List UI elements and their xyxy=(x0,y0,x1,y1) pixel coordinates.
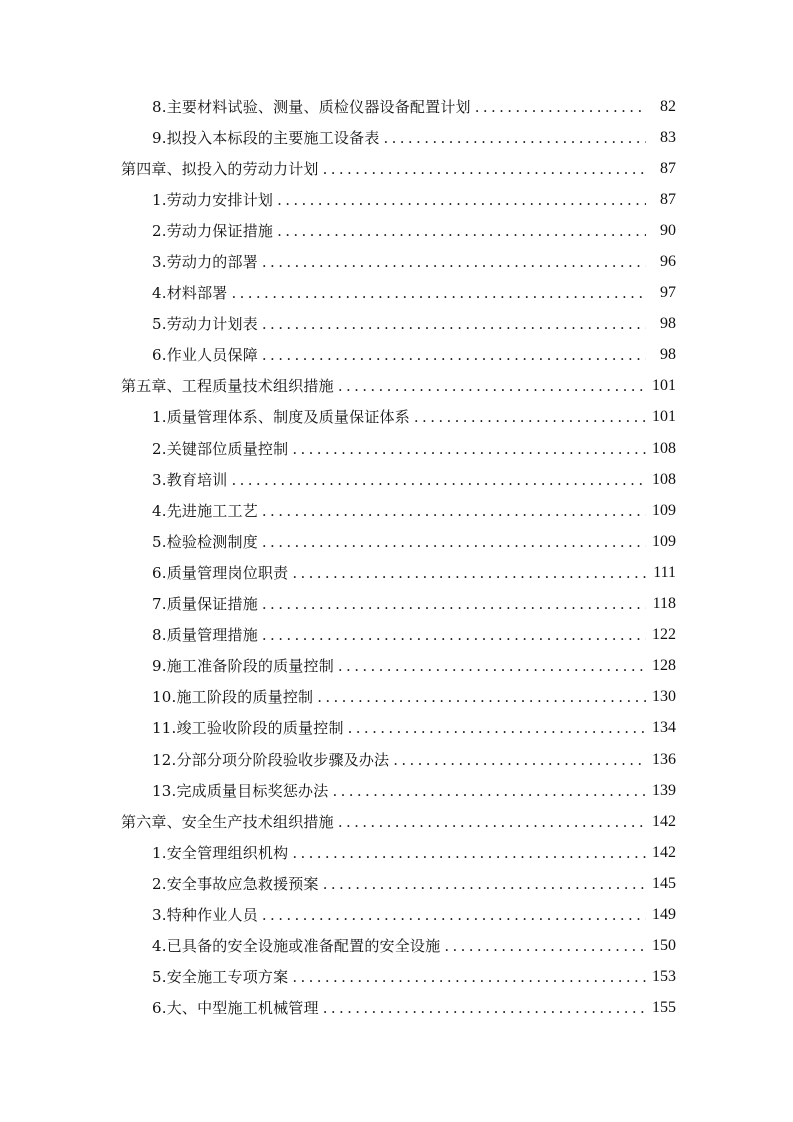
toc-dot-leader xyxy=(262,532,646,552)
toc-dot-leader xyxy=(338,812,646,832)
toc-entry-page-number: 87 xyxy=(660,159,676,177)
toc-entry-title: 2.关键部位质量控制 xyxy=(152,439,289,458)
toc-entry-page-number: 155 xyxy=(652,999,676,1017)
toc-entry-title: 11.竣工验收阶段的质量控制 xyxy=(152,719,344,738)
toc-section-entry[interactable] xyxy=(121,651,676,682)
toc-section-entry[interactable] xyxy=(121,495,676,526)
toc-entry-title: 8.质量管理措施 xyxy=(152,626,258,645)
toc-section-entry[interactable] xyxy=(121,309,676,340)
toc-entry-title: 第四章、拟投入的劳动力计划 xyxy=(121,159,319,178)
toc-entry-title: 5.安全施工专项方案 xyxy=(152,968,289,987)
toc-entry-title: 6.作业人员保障 xyxy=(152,346,258,365)
toc-section-entry[interactable] xyxy=(121,557,676,588)
toc-entry-title: 第五章、工程质量技术组织措施 xyxy=(121,377,334,396)
toc-dot-leader xyxy=(277,190,646,210)
toc-chapter-entry[interactable] xyxy=(121,371,676,402)
toc-entry-page-number: 83 xyxy=(660,128,676,146)
toc-entry-title: 5.检验检测制度 xyxy=(152,532,258,551)
toc-section-entry[interactable] xyxy=(121,278,676,309)
toc-dot-leader xyxy=(393,750,646,770)
toc-section-entry[interactable] xyxy=(121,91,676,122)
toc-dot-leader xyxy=(323,874,646,894)
toc-entry-title: 9.拟投入本标段的主要施工设备表 xyxy=(152,128,380,147)
toc-dot-leader xyxy=(262,594,646,614)
toc-entry-page-number: 98 xyxy=(660,315,676,333)
toc-entry-page-number: 87 xyxy=(660,190,676,208)
toc-dot-leader xyxy=(332,781,646,801)
toc-entry-title: 9.施工准备阶段的质量控制 xyxy=(152,657,334,676)
toc-entry-title: 第六章、安全生产技术组织措施 xyxy=(121,812,334,831)
toc-entry-page-number: 96 xyxy=(660,253,676,271)
toc-entry-page-number: 136 xyxy=(652,750,676,768)
toc-dot-leader xyxy=(317,687,646,707)
toc-section-entry[interactable] xyxy=(121,744,676,775)
table-of-contents xyxy=(121,91,676,1024)
toc-section-entry[interactable] xyxy=(121,713,676,744)
toc-dot-leader xyxy=(292,439,646,459)
toc-dot-leader xyxy=(444,936,646,956)
toc-section-entry[interactable] xyxy=(121,931,676,962)
toc-dot-leader xyxy=(262,905,646,925)
toc-section-entry[interactable] xyxy=(121,246,676,277)
toc-entry-title: 4.已具备的安全设施或准备配置的安全设施 xyxy=(152,937,441,956)
toc-dot-leader xyxy=(262,314,646,334)
toc-entry-page-number: 98 xyxy=(660,346,676,364)
toc-section-entry[interactable] xyxy=(121,775,676,806)
toc-section-entry[interactable] xyxy=(121,340,676,371)
toc-entry-title: 3.特种作业人员 xyxy=(152,905,258,924)
toc-section-entry[interactable] xyxy=(121,899,676,930)
toc-entry-page-number: 142 xyxy=(652,812,676,830)
toc-dot-leader xyxy=(277,221,646,241)
toc-entry-title: 6.质量管理岗位职责 xyxy=(152,563,289,582)
toc-section-entry[interactable] xyxy=(121,589,676,620)
toc-dot-leader xyxy=(348,718,646,738)
toc-entry-title: 5.劳动力计划表 xyxy=(152,315,258,334)
toc-dot-leader xyxy=(262,501,646,521)
toc-section-entry[interactable] xyxy=(121,682,676,713)
toc-dot-leader xyxy=(338,656,646,676)
toc-entry-page-number: 109 xyxy=(652,501,676,519)
toc-dot-leader xyxy=(232,283,646,303)
toc-section-entry[interactable] xyxy=(121,184,676,215)
toc-dot-leader xyxy=(323,159,646,179)
toc-entry-title: 7.质量保证措施 xyxy=(152,595,258,614)
toc-section-entry[interactable] xyxy=(121,215,676,246)
toc-entry-page-number: 101 xyxy=(652,408,676,426)
toc-entry-page-number: 108 xyxy=(652,470,676,488)
toc-section-entry[interactable] xyxy=(121,837,676,868)
toc-entry-page-number: 118 xyxy=(652,595,676,613)
toc-entry-page-number: 139 xyxy=(652,781,676,799)
toc-entry-title: 10.施工阶段的质量控制 xyxy=(152,688,314,707)
toc-section-entry[interactable] xyxy=(121,526,676,557)
toc-entry-page-number: 108 xyxy=(652,439,676,457)
toc-entry-title: 4.先进施工工艺 xyxy=(152,501,258,520)
toc-entry-page-number: 122 xyxy=(652,626,676,644)
toc-dot-leader xyxy=(384,128,646,148)
toc-entry-page-number: 150 xyxy=(652,937,676,955)
toc-entry-title: 2.劳动力保证措施 xyxy=(152,221,274,240)
toc-entry-page-number: 82 xyxy=(660,97,676,115)
toc-dot-leader xyxy=(323,998,646,1018)
toc-entry-page-number: 153 xyxy=(652,968,676,986)
toc-section-entry[interactable] xyxy=(121,993,676,1024)
toc-entry-page-number: 145 xyxy=(652,874,676,892)
toc-entry-title: 2.安全事故应急救援预案 xyxy=(152,874,319,893)
toc-entry-page-number: 101 xyxy=(652,377,676,395)
toc-dot-leader xyxy=(292,563,646,583)
toc-section-entry[interactable] xyxy=(121,122,676,153)
toc-entry-page-number: 130 xyxy=(652,688,676,706)
toc-entry-title: 3.劳动力的部署 xyxy=(152,253,258,272)
toc-dot-leader xyxy=(414,407,646,427)
toc-entry-page-number: 128 xyxy=(652,657,676,675)
toc-entry-page-number: 134 xyxy=(652,719,676,737)
toc-section-entry[interactable] xyxy=(121,620,676,651)
toc-section-entry[interactable] xyxy=(121,402,676,433)
toc-entry-title: 12.分部分项分阶段验收步骤及办法 xyxy=(152,750,390,769)
toc-dot-leader xyxy=(292,967,646,987)
toc-entry-title: 13.完成质量目标奖惩办法 xyxy=(152,781,329,800)
toc-section-entry[interactable] xyxy=(121,464,676,495)
toc-dot-leader xyxy=(292,843,646,863)
toc-entry-title: 1.质量管理体系、制度及质量保证体系 xyxy=(152,408,410,427)
toc-entry-page-number: 149 xyxy=(652,905,676,923)
toc-entry-title: 4.材料部署 xyxy=(152,284,228,303)
toc-dot-leader xyxy=(262,345,646,365)
toc-entry-page-number: 90 xyxy=(660,221,676,239)
toc-entry-page-number: 111 xyxy=(653,563,676,581)
toc-entry-title: 8.主要材料试验、测量、质检仪器设备配置计划 xyxy=(152,97,471,116)
toc-entry-title: 3.教育培训 xyxy=(152,470,228,489)
toc-chapter-entry[interactable] xyxy=(121,153,676,184)
toc-dot-leader xyxy=(232,470,646,490)
toc-section-entry[interactable] xyxy=(121,962,676,993)
toc-dot-leader xyxy=(262,625,646,645)
toc-entry-title: 1.劳动力安排计划 xyxy=(152,190,274,209)
toc-entry-page-number: 97 xyxy=(660,284,676,302)
toc-entry-title: 1.安全管理组织机构 xyxy=(152,843,289,862)
toc-dot-leader xyxy=(475,97,646,117)
toc-entry-page-number: 142 xyxy=(652,843,676,861)
toc-section-entry[interactable] xyxy=(121,868,676,899)
toc-dot-leader xyxy=(338,376,646,396)
toc-entry-page-number: 109 xyxy=(652,532,676,550)
toc-dot-leader xyxy=(262,252,646,272)
toc-chapter-entry[interactable] xyxy=(121,806,676,837)
toc-entry-title: 6.大、中型施工机械管理 xyxy=(152,999,319,1018)
toc-section-entry[interactable] xyxy=(121,433,676,464)
